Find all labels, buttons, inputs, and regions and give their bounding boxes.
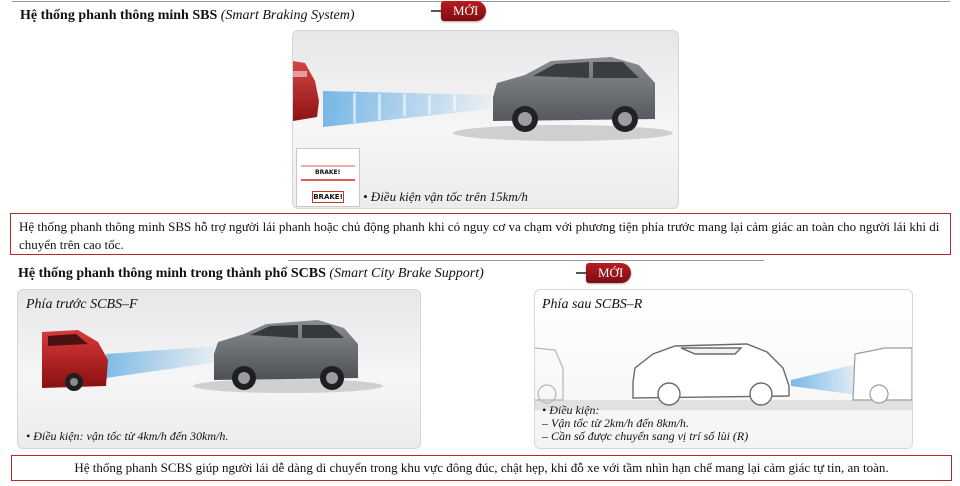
hud-brake-text: BRAKE!: [315, 169, 341, 176]
scbs-title: Hệ thống phanh thông minh trong thành phố SCBS: [18, 266, 326, 281]
sbs-speed-condition: • Điều kiện vận tốc trên 15km/h: [363, 189, 528, 204]
scbs-front-scene: [18, 290, 420, 448]
sbs-title: Hệ thống phanh thông minh SBS: [20, 8, 218, 23]
sbs-description: Hệ thống phanh thông minh SBS hỗ trợ người lái phanh hoặc chủ động phanh khi có nguy cơ va chạm với phương tiện phía trước mang lại cảm giác an toàn cho người lái khi di chuyển trên cao tốc.: [19, 219, 940, 252]
scbs-new-badge: MỚI: [586, 263, 631, 283]
scbs-rear-condition-speed: – Vận tốc từ 2km/h đến 8km/h.: [542, 416, 689, 430]
sbs-subtitle: (Smart Braking System): [220, 8, 355, 23]
rear-parked-car: [853, 348, 912, 403]
front-red-car: [42, 330, 108, 391]
scbs-front-panel: [17, 289, 421, 449]
section-divider: [288, 260, 764, 261]
rear-left-car-outline: [535, 348, 563, 403]
hud-brake-button: BRAKE!: [313, 193, 343, 201]
scbs-heading: [18, 266, 484, 282]
radar-beam: [323, 91, 491, 127]
scbs-description-box: [11, 455, 952, 481]
scbs-front-condition: • Điều kiện: vận tốc từ 4km/h đến 30km/h.: [26, 429, 229, 443]
scbs-subtitle: (Smart City Brake Support): [329, 266, 484, 281]
front-radar-beam: [106, 346, 218, 378]
rear-reversing-suv: [633, 344, 789, 405]
scbs-rear-panel: [534, 289, 913, 449]
scbs-rear-condition-gear: – Cần số được chuyển sang vị trí số lùi (R): [542, 429, 749, 443]
scbs-rear-conditions-label: • Điều kiện:: [542, 403, 600, 417]
scbs-rear-conditions: [542, 404, 748, 443]
sbs-illustration: [292, 30, 679, 209]
brake-warning-display: [296, 148, 360, 207]
sbs-new-badge: MỚI: [441, 1, 486, 21]
scbs-description: Hệ thống phanh SCBS giúp người lái dễ dàng di chuyển trong khu vực đông đúc, chật hẹp, khi đỗ xe với tầm nhìn hạn chế mang lại cảm giác tự tin, an toàn.: [74, 460, 889, 475]
scbs-rear-title: Phía sau SCBS–R: [542, 297, 643, 312]
scbs-front-title: Phía trước SCBS–F: [26, 297, 138, 312]
lead-car-shape: [293, 61, 319, 121]
sbs-description-box: [10, 213, 951, 255]
sbs-suv: [493, 57, 655, 132]
sbs-heading: [20, 8, 355, 24]
